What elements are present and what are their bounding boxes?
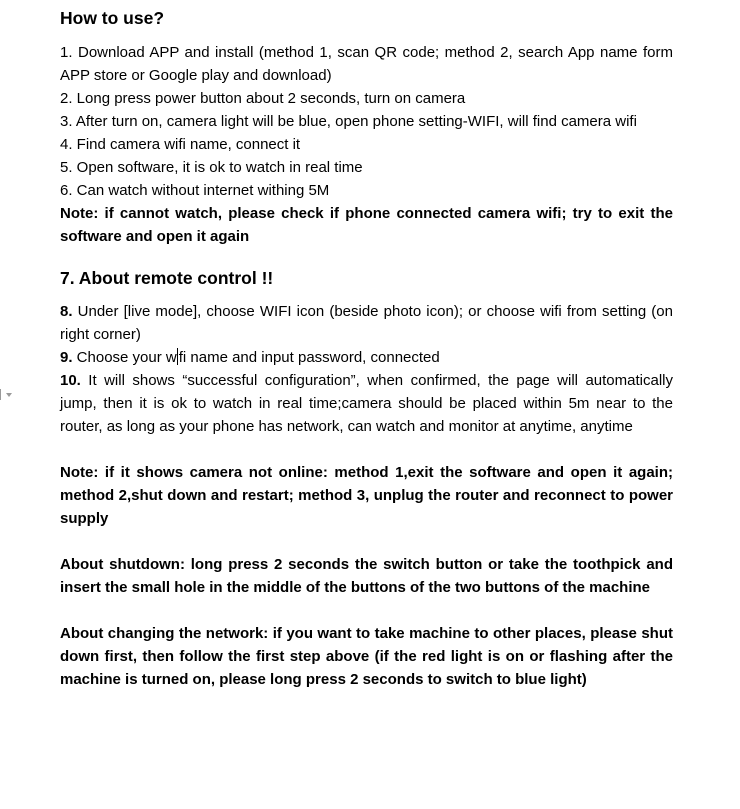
section-remote-control-title: 7. About remote control !! [60, 268, 274, 288]
step-8 [60, 300, 673, 346]
note-connection: Note: if cannot watch, please check if phone connected camera wifi; try to exit the software and open it again [60, 205, 673, 245]
step-3: 3. After turn on, camera light will be blue, open phone setting-WIFI, will find camera wifi [60, 113, 637, 130]
step-2: 2. Long press power button about 2 seconds, turn on camera [60, 90, 466, 107]
step-6: 6. Can watch without internet withing 5M [60, 182, 330, 199]
step-9-text-end: fi name and input password, connected [178, 349, 440, 366]
margin-bar [0, 389, 1, 400]
step-8-text: Under [live mode], choose WIFI icon (beside photo icon); or choose wifi from setting (on right corner) [60, 303, 673, 343]
dropdown-triangle-icon [6, 393, 12, 397]
step-9 [60, 346, 673, 369]
network-change-instructions: About changing the network: if you want to take machine to other places, please shut down first, then follow the first step above (if the red light is on or flashing after the machine is turned on, please long press 2 seconds to switch to blue light) [60, 625, 673, 688]
step-9-text-start: Choose your w [72, 349, 177, 366]
spacer [60, 438, 673, 461]
step-5: 5. Open software, it is ok to watch in real time [60, 159, 363, 176]
step-4: 4. Find camera wifi name, connect it [60, 136, 301, 153]
page-title: How to use? [60, 8, 165, 28]
step-8-number: 8. [60, 303, 73, 320]
step-1: 1. Download APP and install (method 1, scan QR code; method 2, search App name form APP store or Google play and download) [60, 44, 673, 84]
note-offline: Note: if it shows camera not online: method 1,exit the software and open it again; method 2,shut down and restart; method 3, unplug the router and reconnect to power supply [60, 464, 673, 527]
step-10-number: 10. [60, 372, 81, 389]
paragraph-marker-icon [0, 389, 14, 401]
step-10-text: It will shows “successful configuration”, when confirmed, the page will automatically jump, then it is ok to watch in real time;camera should be placed within 5m near to the router, as long as your phone has network, can watch and monitor at anytime, anytime [60, 372, 673, 435]
spacer [60, 599, 673, 622]
spacer [60, 530, 673, 553]
document-page [60, 6, 673, 691]
shutdown-instructions: About shutdown: long press 2 seconds the switch button or take the toothpick and insert the small hole in the middle of the buttons of the two buttons of the machine [60, 556, 673, 596]
step-10 [60, 369, 673, 438]
step-9-number: 9. [60, 349, 73, 366]
